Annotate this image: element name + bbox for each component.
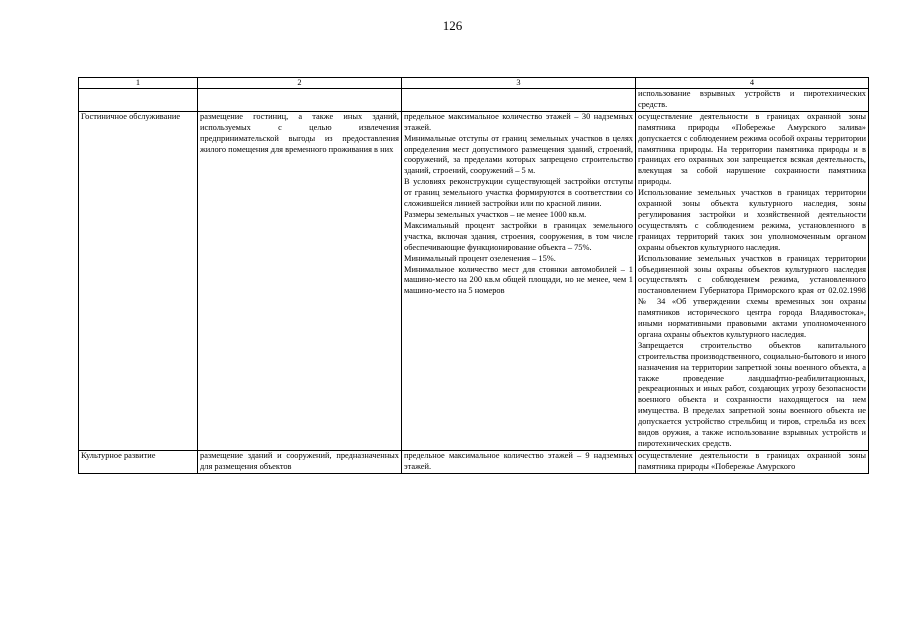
table-cell: Гостиничное обслуживание: [79, 111, 198, 450]
table-cell: Культурное развитие: [79, 450, 198, 473]
table-cell: предельное максимальное количество этажей – 30 надземных этажей. Минимальные отступы от границ земельных участков в целях определения мест допустимого размещения зданий, строений, сооружений, за пределами которых запрещено строительство зданий, строений, сооружений – 5 м. В условиях реконструкции существующей застройки отступы от границ земельного участка формируются в соответствии со сложившейся линией застройки или по красной линии. Размеры земельных участков – не менее 1000 кв.м. Максимальный процент застройки в границах земельного участка, включая здания, строения, сооружения, в том числе обеспечивающие функционирование объекта – 75%. Минимальный процент озеленения – 15%. Минимальное количество мест для стоянки автомобилей – 1 машино-место на 200 кв.м общей площади, но не менее, чем 1 машино-место на 5 номеров: [402, 111, 636, 450]
table-row: [79, 89, 869, 112]
table-header-row: [79, 78, 869, 89]
column-header: 3: [402, 78, 636, 89]
table-cell: [198, 89, 402, 112]
column-header: 4: [636, 78, 869, 89]
column-header: 2: [198, 78, 402, 89]
column-header: 1: [79, 78, 198, 89]
page-margin: [0, 566, 905, 640]
page-number: 126: [442, 18, 463, 33]
regulations-table: [78, 77, 869, 474]
table-cell: осуществление деятельности в границах охранной зоны памятника природы «Побережье Амурского залива» допускается с соблюдением режима особой охраны территории памятника природы. На территории памятника природы и в границах его охранных зон запрещается всякая деятельность, влекущая за собой нарушение сохранности памятника природы. Использование земельных участков в границах территории охранной зоны объекта культурного наследия, зоны регулирования застройки и хозяйственной деятельности осуществлять с соблюдением режима, установленного в границах территорий таких зон уполномоченным органом охраны объектов культурного наследия. Использование земельных участков в границах территории объединенной зоны охраны объектов культурного наследия осуществлять с соблюдением режима, установленного постановлением Губернатора Приморского края от 02.02.1998 № 34 «Об утверждении схемы временных зон охраны памятников исторического центра города Владивостока», иными нормативными правовыми актами уполномоченного органа охраны объектов культурного наследия. Запрещается строительство объектов капитального строительства производственного, социально-бытового и иного назначения на территории запретной зоны военного объекта, а также проведение ландшафтно-реабилитационных, рекреационных и иных работ, создающих угрозу безопасности военного объекта и сохранности находящегося на нем имущества. В пределах запретной зоны военного объекта не допускается устройство стрельбищ и тиров, стрельба из всех видов оружия, а также использование взрывных устройств и пиротехнических средств.: [636, 111, 869, 450]
table-cell: осуществление деятельности в границах охранной зоны памятника природы «Побережье Амурского: [636, 450, 869, 473]
table-cell: предельное максимальное количество этажей – 9 надземных этажей.: [402, 450, 636, 473]
table-cell: [79, 89, 198, 112]
table-cell: размещение гостиниц, а также иных зданий, используемых с целью извлечения предпринимательской выгоды из предоставления жилого помещения для временного проживания в них: [198, 111, 402, 450]
table-cell: использование взрывных устройств и пиротехнических средств.: [636, 89, 869, 112]
table-row: [79, 450, 869, 473]
table-cell: размещение зданий и сооружений, предназначенных для размещения объектов: [198, 450, 402, 473]
table-cell: [402, 89, 636, 112]
table-row: [79, 111, 869, 450]
